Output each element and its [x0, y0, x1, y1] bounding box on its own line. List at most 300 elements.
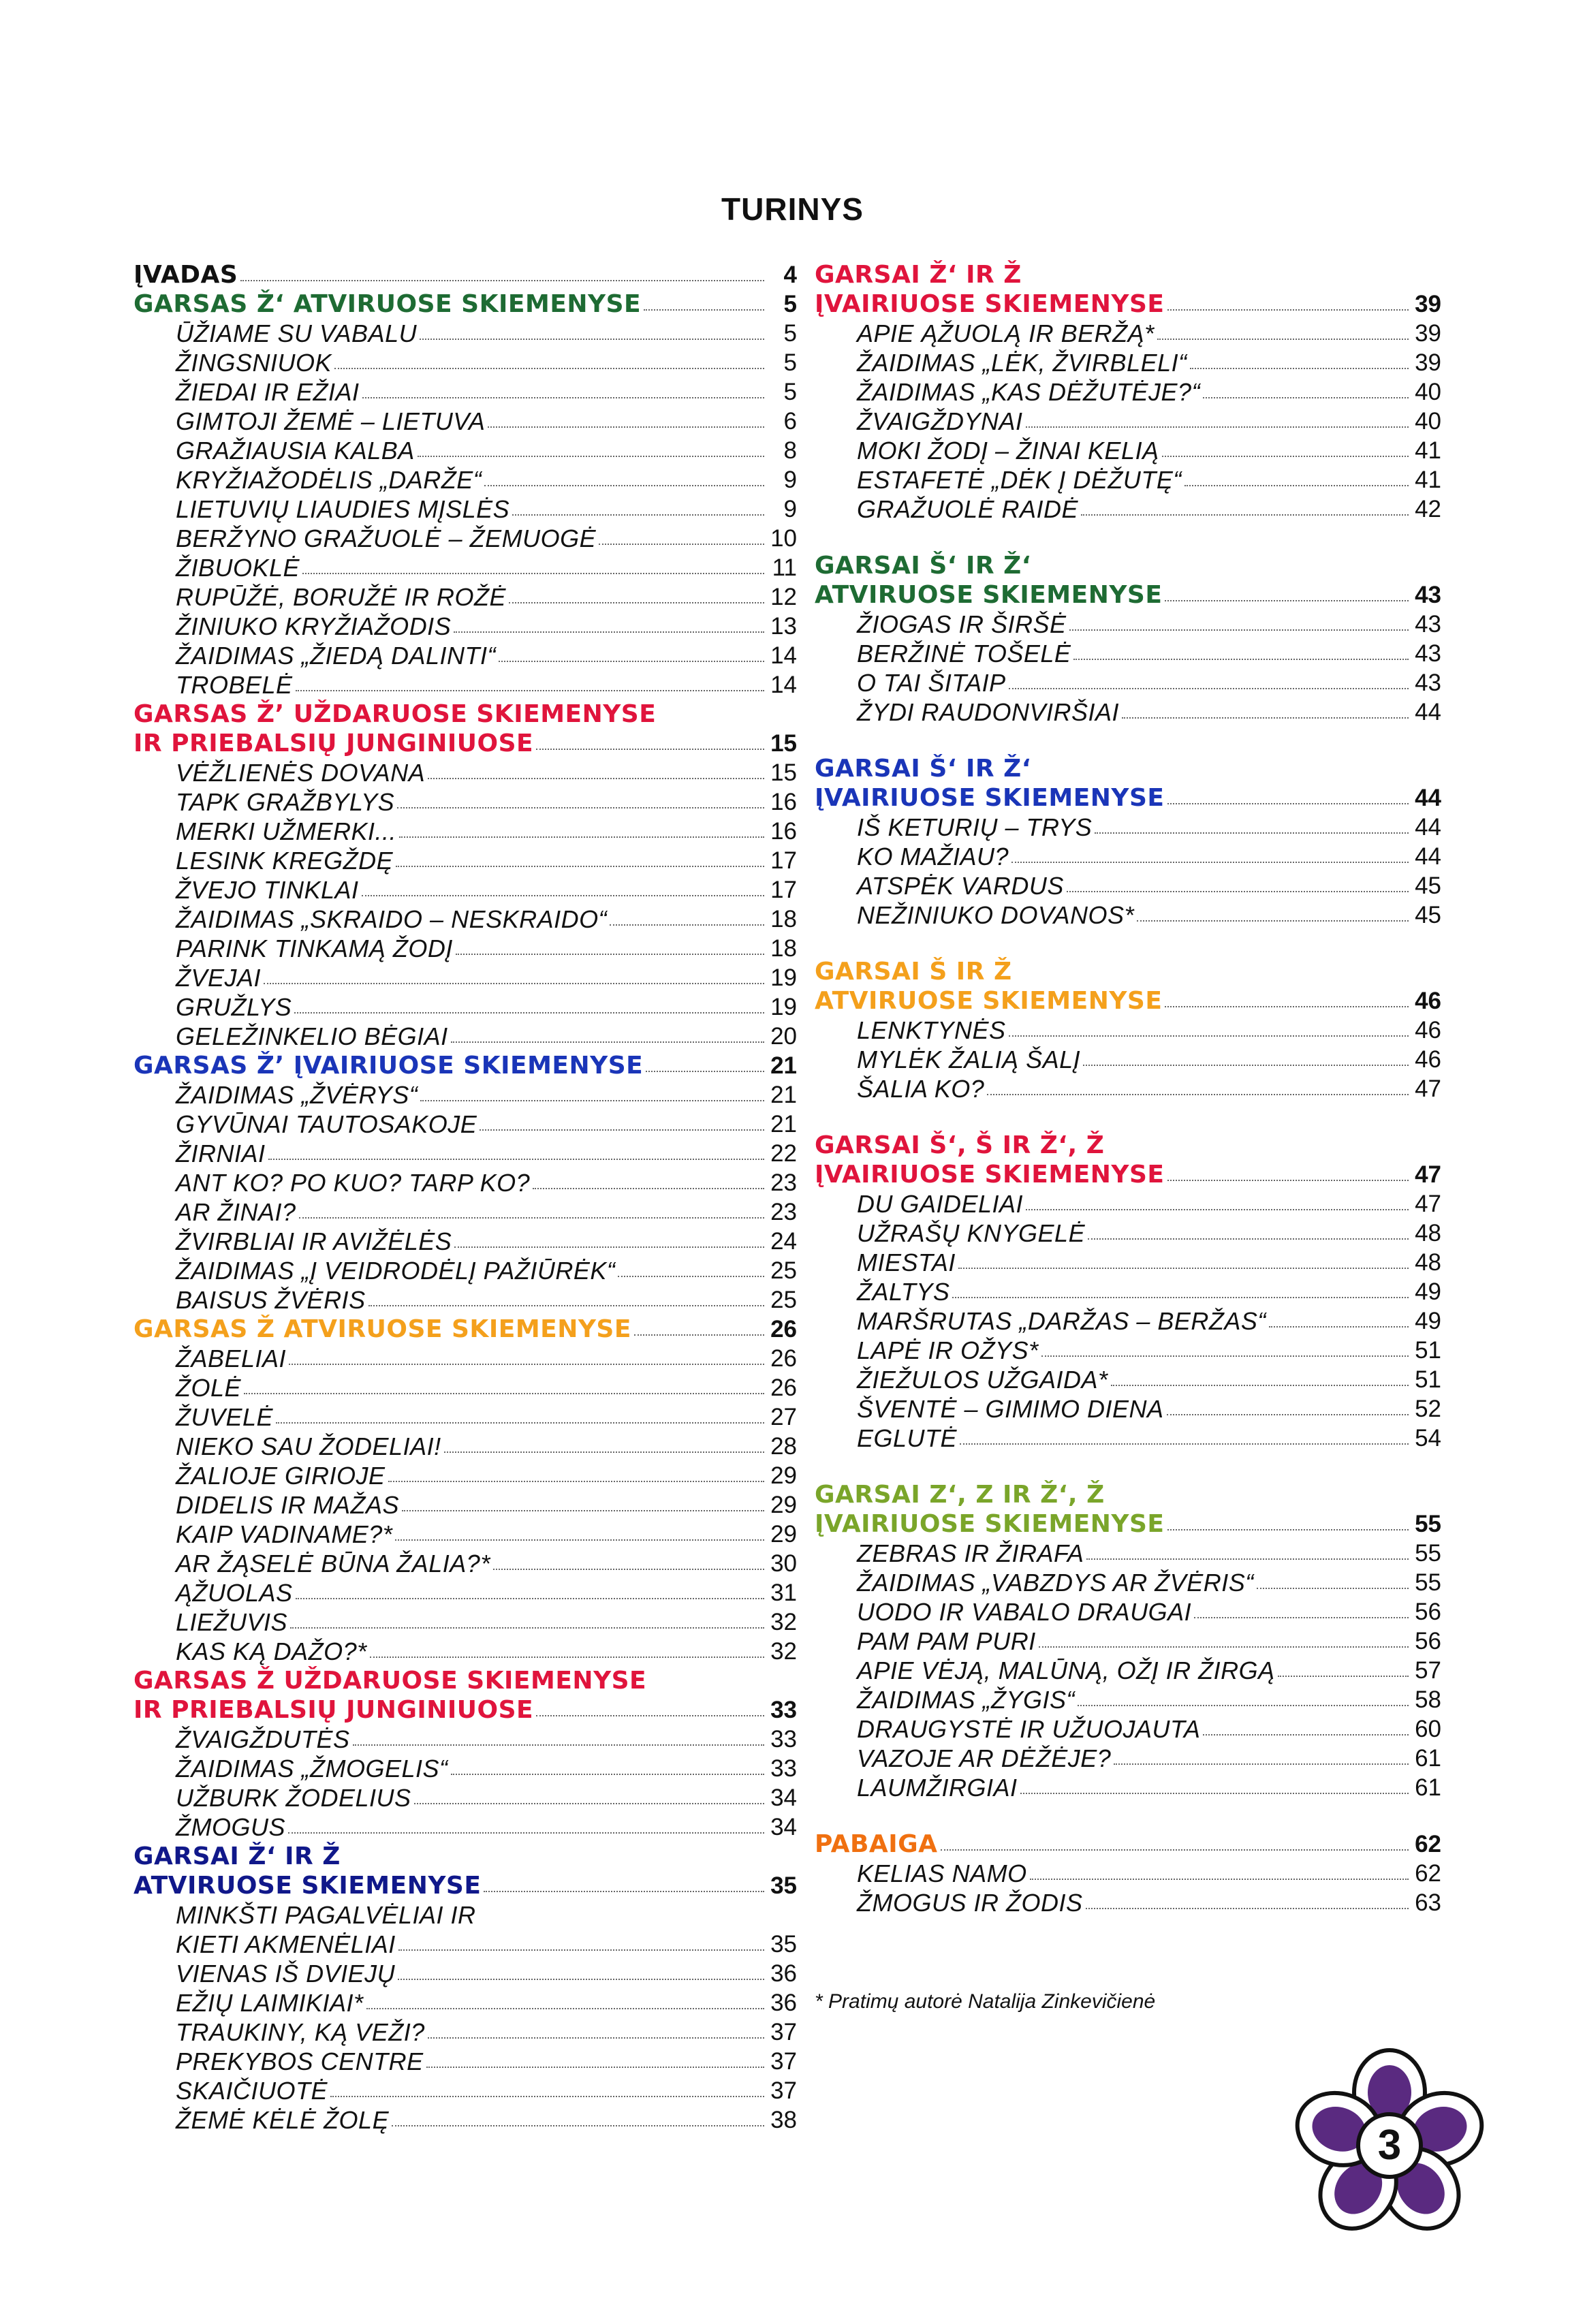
toc-entry[interactable] [134, 1373, 797, 1402]
toc-entry-title: ŽINIUKO KRYŽIAŽODIS [176, 612, 452, 640]
toc-entry[interactable] [815, 610, 1441, 639]
section-heading-row [815, 580, 1441, 610]
dot-leader [1067, 891, 1409, 892]
dot-leader [294, 1012, 764, 1014]
dot-leader [1086, 1908, 1409, 1909]
toc-entry-title: ŽAIDIMAS „VABZDYS AR ŽVĖRIS“ [857, 1569, 1254, 1597]
toc-entry[interactable] [815, 494, 1441, 524]
section-heading-row [134, 1871, 797, 1900]
toc-entry[interactable] [815, 1656, 1441, 1685]
toc-entry[interactable] [134, 1402, 797, 1432]
toc-entry-page-number: 41 [1415, 467, 1441, 493]
toc-column-right [815, 260, 1441, 1917]
toc-entry-title: MINKŠTI PAGALVĖLIAI IR [176, 1901, 476, 1929]
toc-entry[interactable] [134, 992, 797, 1022]
dot-leader [488, 426, 764, 428]
toc-entry[interactable] [134, 494, 797, 524]
section-heading-line: GARSAS Ž UŽDARUOSE SKIEMENYSE [134, 1667, 647, 1695]
toc-section-heading[interactable] [134, 1666, 797, 1725]
dot-leader [1009, 1035, 1409, 1037]
dot-leader [362, 895, 764, 896]
toc-entry-title: ZEBRAS IR ŽIRAFA [857, 1539, 1084, 1567]
toc-entry[interactable] [134, 1930, 797, 1959]
section-spacer [815, 930, 1441, 957]
toc-section-heading[interactable] [134, 260, 797, 289]
toc-section-heading[interactable] [815, 1131, 1441, 1189]
toc-entry-page-number: 42 [1415, 496, 1441, 522]
toc-entry[interactable] [134, 465, 797, 494]
toc-entry-title: KAIP VADINAME?* [176, 1520, 393, 1548]
toc-entry[interactable] [134, 1959, 797, 1988]
toc-entry[interactable] [134, 377, 797, 407]
dot-leader [288, 1832, 764, 1834]
toc-entry[interactable] [815, 319, 1441, 348]
toc-entry[interactable] [134, 641, 797, 670]
dot-leader [1081, 514, 1409, 516]
toc-entry-page-number: 14 [770, 672, 797, 698]
toc-entry[interactable] [134, 1080, 797, 1110]
dot-leader [1026, 426, 1409, 428]
toc-entry[interactable] [815, 1248, 1441, 1277]
dot-leader [533, 1188, 764, 1189]
toc-entry-page-number: 55 [1415, 1540, 1441, 1567]
toc-entry-page-number: 39 [1415, 349, 1441, 376]
dot-leader [1167, 1529, 1409, 1530]
section-heading-line: GARSAI Š‘ IR Ž‘ [815, 552, 1031, 580]
toc-entry-title: LENKTYNĖS [857, 1016, 1006, 1044]
toc-entry-page-number: 32 [770, 1638, 797, 1665]
section-page-number: 4 [783, 262, 797, 288]
toc-entry-title: LAPĖ IR OŽYS* [857, 1336, 1039, 1364]
toc-entry[interactable] [134, 524, 797, 553]
dot-leader [1088, 1238, 1409, 1240]
toc-entry[interactable] [134, 348, 797, 377]
dot-leader [1020, 1793, 1409, 1794]
toc-entry-page-number: 33 [770, 1726, 797, 1753]
toc-entry-title: ŠALIA KO? [857, 1075, 985, 1103]
toc-entry-page-number: 62 [1415, 1860, 1441, 1887]
toc-entry-title: BERŽINĖ TOŠELĖ [857, 640, 1071, 668]
toc-entry-title: KELIAS NAMO [857, 1859, 1027, 1887]
toc-entry[interactable] [134, 319, 797, 348]
toc-entry[interactable] [134, 1344, 797, 1373]
dot-leader [1026, 1209, 1409, 1210]
toc-entry[interactable] [134, 1490, 797, 1520]
dot-leader [244, 1393, 764, 1394]
toc-entry-page-number: 36 [770, 1960, 797, 1987]
toc-entry[interactable] [134, 875, 797, 905]
toc-entry-page-number: 29 [770, 1462, 797, 1489]
toc-section-heading[interactable] [134, 289, 797, 319]
toc-entry-page-number: 28 [770, 1433, 797, 1460]
toc-entry-page-number: 17 [770, 847, 797, 874]
toc-entry-page-number: 25 [770, 1287, 797, 1313]
toc-entry-title: EŽIŲ LAIMIKIAI* [176, 1989, 364, 2017]
dot-leader [1095, 832, 1409, 834]
toc-entry-title: APIE VĖJĄ, MALŪNĄ, OŽĮ IR ŽIRGĄ [857, 1656, 1275, 1684]
dot-leader [646, 1071, 764, 1072]
toc-section-heading[interactable] [134, 1051, 797, 1080]
toc-entry[interactable] [134, 1022, 797, 1051]
toc-entry[interactable] [134, 612, 797, 641]
toc-entry-title: BERŽYNO GRAŽUOLĖ – ŽEMUOGĖ [176, 524, 597, 552]
toc-entry[interactable] [134, 1110, 797, 1139]
toc-entry-page-number: 44 [1415, 843, 1441, 870]
toc-entry[interactable] [815, 1074, 1441, 1103]
dot-leader [240, 280, 764, 281]
toc-entry[interactable] [134, 1725, 797, 1754]
toc-section-heading[interactable] [815, 754, 1441, 813]
toc-entry[interactable] [815, 1773, 1441, 1802]
toc-entry-title: ŽMOGUS IR ŽODIS [857, 1889, 1083, 1917]
toc-entry-title: GELEŽINKELIO BĖGIAI [176, 1022, 448, 1050]
section-heading-title: ĮVADAS [134, 261, 238, 289]
toc-section-heading[interactable] [815, 551, 1441, 610]
toc-entry-title: VIENAS IŠ DVIEJŲ [176, 1960, 396, 1988]
section-spacer [815, 727, 1441, 754]
toc-entry-page-number: 5 [783, 379, 797, 405]
toc-entry[interactable] [815, 1016, 1441, 1045]
toc-entry-page-number: 25 [770, 1257, 797, 1284]
toc-entry[interactable] [134, 758, 797, 787]
dot-leader [454, 1246, 764, 1248]
toc-entry[interactable] [134, 582, 797, 612]
toc-section-heading[interactable] [815, 1480, 1441, 1539]
toc-entry[interactable] [134, 787, 797, 817]
toc-entry-title: LAUMŽIRGIAI [857, 1774, 1018, 1802]
toc-entry[interactable] [134, 1754, 797, 1783]
dot-leader [296, 690, 764, 691]
dot-leader [1137, 920, 1409, 922]
toc-entry-title: ŽOLĖ [176, 1374, 242, 1402]
toc-entry-title: ŽUVELĖ [176, 1403, 274, 1431]
dot-leader [1041, 1355, 1409, 1357]
toc-entry-page-number: 43 [1415, 611, 1441, 638]
toc-entry-page-number: 52 [1415, 1396, 1441, 1422]
toc-entry[interactable] [815, 407, 1441, 436]
toc-entry-page-number: 29 [770, 1521, 797, 1548]
toc-entry[interactable] [815, 1277, 1441, 1306]
toc-entry[interactable] [815, 465, 1441, 494]
toc-entry-title: KAS KĄ DAŽO?* [176, 1637, 367, 1665]
toc-entry[interactable] [815, 842, 1441, 871]
toc-entry-title: IŠ KETURIŲ – TRYS [857, 813, 1093, 841]
toc-entry-title: GRAŽIAUSIA KALBA [176, 437, 415, 465]
toc-entry-page-number: 44 [1415, 814, 1441, 841]
section-spacer [815, 524, 1441, 551]
toc-section-heading[interactable] [134, 1315, 797, 1344]
toc-entry-title: GYVŪNAI TAUTOSAKOJE [176, 1110, 477, 1138]
toc-entry-title: MIESTAI [857, 1249, 956, 1276]
dot-leader [1086, 1558, 1409, 1560]
toc-entry-page-number: 51 [1415, 1366, 1441, 1393]
toc-entry-page-number: 5 [783, 349, 797, 376]
toc-entry-page-number: 34 [770, 1814, 797, 1840]
toc-section-heading[interactable] [815, 260, 1441, 319]
section-heading-title: ATVIRUOSE SKIEMENYSE [134, 1872, 482, 1900]
toc-entry[interactable] [815, 1859, 1441, 1888]
dot-leader [398, 1949, 764, 1951]
dot-leader [426, 2067, 764, 2068]
dot-leader [618, 1276, 764, 1277]
dot-leader [1011, 862, 1409, 863]
dot-leader [1083, 1065, 1409, 1066]
dot-leader [960, 1443, 1409, 1445]
section-page-number: 47 [1415, 1161, 1441, 1188]
toc-entry[interactable] [815, 1394, 1441, 1424]
dot-leader [353, 1744, 764, 1746]
section-heading-line: GARSAS Ž’ UŽDARUOSE SKIEMENYSE [134, 700, 657, 728]
section-heading-line: GARSAI Š‘, Š IR Ž‘, Ž [815, 1131, 1105, 1159]
dot-leader [330, 2096, 764, 2097]
toc-entry[interactable] [815, 1627, 1441, 1656]
dot-leader [397, 807, 764, 808]
toc-entry-page-number: 17 [770, 877, 797, 903]
toc-entry-page-number: 22 [770, 1140, 797, 1167]
dot-leader [368, 1305, 764, 1306]
dot-leader [512, 514, 764, 516]
toc-entry-page-number: 32 [770, 1609, 797, 1635]
toc-entry[interactable] [134, 1637, 797, 1666]
toc-entry-title: GRUŽLYS [176, 993, 292, 1021]
toc-entry[interactable] [134, 1812, 797, 1842]
toc-entry-page-number: 5 [783, 320, 797, 347]
dot-leader [1122, 717, 1409, 719]
dot-leader [1203, 1734, 1409, 1736]
toc-entry[interactable] [815, 813, 1441, 842]
toc-entry-title: AR ŽĄSELĖ BŪNA ŽALIA?* [176, 1550, 490, 1577]
toc-entry[interactable] [134, 1227, 797, 1256]
dot-leader [296, 1598, 764, 1599]
dot-leader [392, 2125, 764, 2126]
dot-leader [644, 309, 764, 311]
dot-leader [362, 397, 764, 398]
toc-entry-title: ŽVAIGŽDUTĖS [176, 1725, 350, 1753]
section-page-number: 35 [770, 1872, 797, 1899]
toc-entry[interactable] [134, 905, 797, 934]
dot-leader [952, 1297, 1409, 1298]
toc-entry-title: LIEŽUVIS [176, 1608, 288, 1636]
section-page-number: 44 [1415, 785, 1441, 811]
toc-entry-title: ŽAIDIMAS „ŽYGIS“ [857, 1686, 1076, 1714]
toc-entry[interactable] [134, 2047, 797, 2076]
toc-entry-title: KRYŽIAŽODĖLIS „DARŽE“ [176, 466, 482, 494]
toc-entry-page-number: 56 [1415, 1628, 1441, 1654]
toc-entry[interactable] [815, 377, 1441, 407]
dot-leader [289, 1364, 764, 1365]
toc-entry-title: ŽMOGUS [176, 1813, 285, 1841]
toc-entry[interactable] [815, 1424, 1441, 1453]
toc-entry-title: ŽABELIAI [176, 1345, 287, 1372]
toc-entry-title: UŽRAŠŲ KNYGELĖ [857, 1219, 1086, 1247]
toc-entry[interactable] [134, 553, 797, 582]
toc-entry-title: MARŠRUTAS „DARŽAS – BERŽAS“ [857, 1307, 1266, 1335]
section-page-number: 26 [770, 1316, 797, 1342]
toc-entry[interactable] [134, 670, 797, 700]
section-spacer [815, 1802, 1441, 1830]
toc-entry[interactable] [134, 1578, 797, 1607]
dot-leader [1278, 1676, 1409, 1677]
toc-entry[interactable] [134, 1432, 797, 1461]
toc-entry[interactable] [134, 934, 797, 963]
toc-entry[interactable] [815, 1597, 1441, 1627]
toc-entry[interactable] [134, 1139, 797, 1168]
toc-entry[interactable] [134, 1783, 797, 1812]
toc-entry-page-number: 61 [1415, 1745, 1441, 1772]
toc-entry[interactable] [815, 1189, 1441, 1219]
toc-entry[interactable] [134, 1988, 797, 2017]
toc-entry-title: ŽIOGAS IR ŠIRŠĖ [857, 610, 1067, 638]
dot-leader [536, 749, 764, 750]
toc-entry[interactable] [815, 1219, 1441, 1248]
toc-entry[interactable] [134, 1607, 797, 1637]
toc-entry[interactable] [815, 1714, 1441, 1744]
toc-entry[interactable] [134, 2105, 797, 2135]
dot-leader [634, 1334, 764, 1336]
toc-entry-page-number: 34 [770, 1785, 797, 1811]
toc-entry-title: UODO IR VABALO DRAUGAI [857, 1598, 1192, 1626]
dot-leader [484, 1891, 764, 1892]
toc-entry[interactable] [815, 1306, 1441, 1336]
toc-entry-page-number: 43 [1415, 640, 1441, 667]
section-heading-title: GARSAS Ž ATVIRUOSE SKIEMENYSE [134, 1315, 631, 1343]
section-heading-title: ATVIRUOSE SKIEMENYSE [815, 581, 1163, 609]
toc-entry-title: ŽALIOJE GIRIOJE [176, 1462, 386, 1490]
dot-leader [484, 485, 764, 486]
toc-entry[interactable] [134, 1256, 797, 1285]
toc-entry-page-number: 12 [770, 584, 797, 610]
toc-entry-title: ŽIEDAI IR EŽIAI [176, 378, 360, 406]
toc-entry[interactable] [134, 2076, 797, 2105]
dot-leader [334, 368, 764, 369]
section-heading-title: ĮVAIRIUOSE SKIEMENYSE [815, 1510, 1165, 1538]
toc-entry[interactable] [134, 1168, 797, 1197]
toc-entry-title: MYLĖK ŽALIĄ ŠALĮ [857, 1046, 1081, 1073]
toc-entry-page-number: 26 [770, 1345, 797, 1372]
toc-entry[interactable] [815, 639, 1441, 668]
toc-entry[interactable] [134, 1197, 797, 1227]
toc-entry[interactable] [134, 846, 797, 875]
toc-entry[interactable] [815, 1685, 1441, 1714]
toc-entry-title: ŽIEŽULOS UŽGAIDA* [857, 1366, 1108, 1394]
section-page-number: 5 [783, 291, 797, 317]
toc-entry-title: DRAUGYSTĖ IR UŽUOJAUTA [857, 1715, 1201, 1743]
dot-leader [493, 1569, 764, 1570]
toc-entry-title: GIMTOJI ŽEMĖ – LIETUVA [176, 407, 486, 435]
toc-entry-title: UŽBURK ŽODELIUS [176, 1784, 411, 1812]
dot-leader [264, 983, 764, 984]
toc-entry-page-number: 26 [770, 1375, 797, 1401]
toc-entry-page-number: 15 [770, 759, 797, 786]
toc-entry[interactable] [134, 817, 797, 846]
dot-leader [1165, 600, 1409, 601]
toc-section-heading[interactable] [134, 700, 797, 758]
toc-section-heading[interactable] [815, 1830, 1441, 1859]
dot-leader [1194, 1617, 1409, 1618]
toc-section-heading[interactable] [134, 1842, 797, 1900]
toc-entry-title: ŽAIDIMAS „ŽIEDĄ DALINTI“ [176, 642, 497, 670]
dot-leader [276, 1422, 764, 1424]
dot-leader [1190, 368, 1409, 369]
section-heading-row [815, 1830, 1441, 1859]
toc-entry-page-number: 40 [1415, 379, 1441, 405]
toc-entry[interactable] [815, 1365, 1441, 1394]
toc-entry-page-number: 18 [770, 906, 797, 932]
section-heading-title: ATVIRUOSE SKIEMENYSE [815, 987, 1163, 1015]
toc-entry-title: ŽAIDIMAS „ŽVĖRYS“ [176, 1081, 418, 1109]
toc-entry[interactable] [134, 407, 797, 436]
toc-entry[interactable] [134, 2017, 797, 2047]
toc-entry[interactable] [815, 1045, 1441, 1074]
section-page-number: 62 [1415, 1831, 1441, 1857]
toc-entry-title: ŽAIDIMAS „KAS DĖŽUTĖJE?“ [857, 378, 1201, 406]
section-heading-row [134, 1695, 797, 1725]
toc-entry-title: ŽIBUOKLĖ [176, 554, 300, 582]
toc-entry-page-number: 48 [1415, 1220, 1441, 1246]
dot-leader [1184, 485, 1409, 486]
section-heading-title: ĮVAIRIUOSE SKIEMENYSE [815, 290, 1165, 318]
toc-entry[interactable] [815, 1539, 1441, 1568]
toc-entry-title: ŽEMĖ KĖLĖ ŽOLĘ [176, 2106, 390, 2134]
toc-entry[interactable] [815, 1744, 1441, 1773]
dot-leader [1078, 1705, 1409, 1706]
dot-leader [268, 1159, 764, 1160]
toc-entry[interactable] [815, 1568, 1441, 1597]
toc-entry[interactable] [815, 697, 1441, 727]
toc-entry-title: TROBELĖ [176, 671, 293, 699]
toc-entry[interactable] [815, 668, 1441, 697]
toc-entry[interactable] [815, 348, 1441, 377]
dot-leader [1269, 1326, 1409, 1328]
toc-entry[interactable] [134, 1549, 797, 1578]
dot-leader [302, 573, 764, 574]
dot-leader [1162, 456, 1409, 457]
page-title: TURINYS [721, 191, 864, 227]
toc-entry-title: KO MAŽIAU? [857, 843, 1009, 870]
section-page-number: 39 [1415, 291, 1441, 317]
toc-entry-page-number: 57 [1415, 1657, 1441, 1684]
toc-entry[interactable] [815, 900, 1441, 930]
toc-entry[interactable] [134, 963, 797, 992]
toc-entry[interactable] [134, 1520, 797, 1549]
toc-entry-title: ŽAIDIMAS „SKRAIDO – NESKRAIDO“ [176, 905, 608, 933]
section-page-number: 55 [1415, 1511, 1441, 1537]
toc-entry[interactable] [815, 871, 1441, 900]
toc-entry-title: ŽVEJAI [176, 964, 262, 992]
toc-entry-title: DIDELIS IR MAŽAS [176, 1491, 400, 1519]
toc-entry-line[interactable] [134, 1900, 797, 1930]
toc-entry[interactable] [815, 436, 1441, 465]
toc-entry-page-number: 31 [770, 1580, 797, 1606]
toc-entry[interactable] [134, 1285, 797, 1315]
toc-entry[interactable] [815, 1888, 1441, 1917]
toc-entry-page-number: 37 [770, 2048, 797, 2075]
toc-entry-page-number: 44 [1415, 699, 1441, 725]
section-spacer [815, 1103, 1441, 1131]
toc-entry-title: ANT KO? PO KUO? TARP KO? [176, 1169, 531, 1197]
dot-leader [941, 1849, 1409, 1851]
toc-entry[interactable] [134, 1461, 797, 1490]
dot-leader [480, 1129, 764, 1131]
toc-section-heading[interactable] [815, 957, 1441, 1016]
toc-entry[interactable] [134, 436, 797, 465]
toc-entry-title: BAISUS ŽVĖRIS [176, 1286, 366, 1314]
toc-entry-page-number: 60 [1415, 1716, 1441, 1742]
toc-entry[interactable] [815, 1336, 1441, 1365]
toc-entry-page-number: 16 [770, 818, 797, 845]
toc-entry-title: ŽVEJO TINKLAI [176, 876, 359, 904]
toc-entry-page-number: 37 [770, 2077, 797, 2104]
